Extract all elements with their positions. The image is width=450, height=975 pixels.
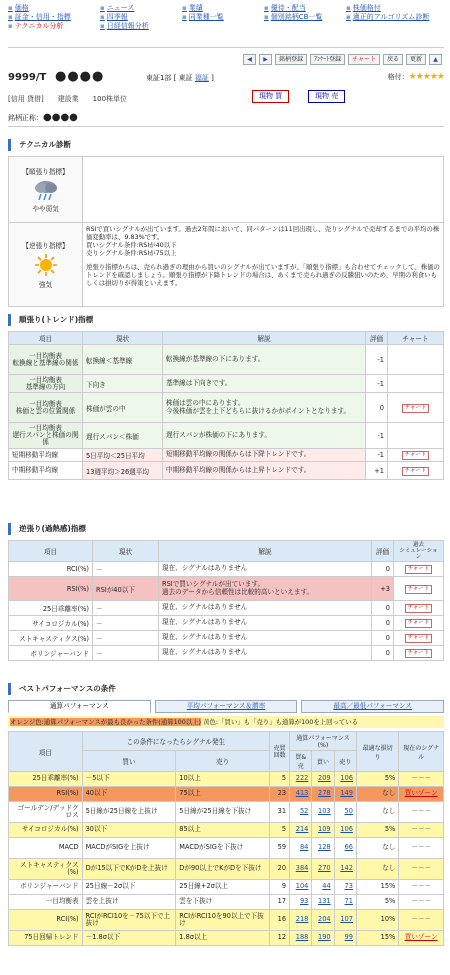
table-row — [9, 631, 444, 646]
best-loss: 5% — [356, 823, 398, 838]
best-count: 12 — [269, 931, 289, 946]
contra-advice: 逆張り指標からは、売られ過ぎの理由から買いのシグナルが出ていますが、「順張り指標」も合わせてチェックして、株価のトレンドを確認しましょう。順張り指標が下降トレンドの場合は、あくまで売られ過ぎの反騰狙いのため、早期の利食いもしくは損切りが得策といえます。 — [86, 263, 440, 287]
best-sell-cond: 75以上 — [176, 787, 270, 802]
best-buy-cond: RCIがRCI10を－75以下で上抜け — [82, 910, 176, 931]
best-sell-cond: 25日線+2σ以上 — [176, 880, 270, 895]
contra-item: RSI(%) — [9, 577, 93, 601]
table-row — [9, 859, 444, 880]
best-count: 5 — [269, 772, 289, 787]
best-buy-cond: Dが15以下でKがDを上抜け — [82, 859, 176, 880]
best-total[interactable]: 84 — [290, 838, 312, 859]
trend-chart-cell — [388, 449, 444, 462]
table-row — [9, 375, 444, 393]
trend-item: 一目均衡表 株価と雲の位置関係 — [9, 393, 83, 423]
chart-button[interactable]: チャート — [348, 54, 380, 65]
nav-shikiho[interactable]: ▪ 四季報 — [100, 13, 149, 22]
best-total[interactable]: 222 — [290, 772, 312, 787]
brand-mask: ●●●● — [43, 112, 78, 123]
tech-section-title: テクニカル診断 — [8, 139, 444, 151]
rating-label: 格付： — [387, 73, 409, 81]
nav-col-3 — [182, 4, 224, 22]
trend-score: -1 — [366, 345, 388, 375]
best-sell-cond: 1.8σ以上 — [176, 931, 270, 946]
contra-status: 強気 — [38, 281, 53, 289]
best-loss: 15% — [356, 880, 398, 895]
trend-chart-cell — [388, 375, 444, 393]
best-sell[interactable]: 106 — [334, 823, 356, 838]
col-header: 過去 シミュレーション — [394, 541, 444, 562]
trend-item: 一目均衡表 基準線の方向 — [9, 375, 83, 393]
best-buy[interactable]: 128 — [312, 838, 334, 859]
best-buy[interactable]: 109 — [312, 823, 334, 838]
trend-status: 下向き — [83, 375, 163, 393]
nav-col-4 — [264, 4, 322, 22]
sell-button[interactable]: 現物 売 — [308, 90, 345, 103]
best-item: 25日乖離率(%) — [9, 772, 83, 787]
col-header: 売り — [176, 751, 270, 772]
contra-chart-cell — [394, 601, 444, 616]
chart-button[interactable]: チャート — [402, 451, 430, 460]
table-row — [9, 838, 444, 859]
contra-item: ボリンジャーバンド — [9, 646, 93, 661]
best-total[interactable]: 214 — [290, 823, 312, 838]
trend-chart-cell — [388, 423, 444, 449]
trend-status: 13週平均＞26週平均 — [83, 462, 163, 480]
trend-table — [8, 331, 444, 480]
rating-stars: ★★★★★ — [408, 72, 444, 82]
best-sell-cond: MACDがSIGを下抜け — [176, 838, 270, 859]
next-button[interactable]: ▶ — [259, 54, 272, 65]
col-header: 項目 — [9, 541, 93, 562]
trend-desc: 中期移動平均線の関係からは上昇トレンドです。 — [163, 462, 366, 480]
best-total[interactable]: 104 — [290, 880, 312, 895]
tech-diagnosis-table — [8, 156, 444, 307]
table-row — [9, 646, 444, 661]
table-row — [9, 616, 444, 631]
chart-button[interactable]: チャート — [405, 619, 433, 628]
market-link[interactable]: 福証 — [194, 74, 209, 82]
contra-desc: 現在、シグナルはありません — [159, 601, 372, 616]
trend-status: 株価が雲の中 — [83, 393, 163, 423]
rain-cloud-icon — [33, 179, 59, 201]
col-header: この条件になったらシグナル発生 — [82, 732, 269, 751]
contra-item: 25日乖離率(%) — [9, 601, 93, 616]
best-buy-cond: 30以下 — [82, 823, 176, 838]
best-buy[interactable]: 270 — [312, 859, 334, 880]
contra-score: 0 — [372, 646, 394, 661]
chart-button[interactable]: チャート — [405, 604, 433, 613]
brand-label: 銘柄正称： — [8, 114, 43, 122]
best-item: ゴールデン/デッドクロス — [9, 802, 83, 823]
tab-average[interactable]: 平均パフォーマンス＆勝率 — [155, 700, 298, 713]
col-header: 解説 — [163, 332, 366, 345]
trend-desc: 遅行スパンが株価の下にあります。 — [163, 423, 366, 449]
best-sell[interactable]: 71 — [334, 895, 356, 910]
tab-maxmin[interactable]: 最高／最低パフォーマンス — [301, 700, 444, 713]
best-count: 20 — [269, 859, 289, 880]
market-info — [146, 73, 214, 83]
nav-algo[interactable]: ▪ 適正的アルゴリズム診断 — [346, 13, 429, 22]
trend-score: 0 — [366, 393, 388, 423]
stock-code: 9999/T — [8, 72, 47, 83]
best-sell-cond: 雲を下抜け — [176, 895, 270, 910]
best-buy[interactable]: 209 — [312, 772, 334, 787]
best-loss: なし — [356, 802, 398, 823]
contra-chart-cell — [394, 631, 444, 646]
contra-text: RSIで買いシグナルが出ています。過去2年間において、同パターンは11回出現し、売りシグナルで売却するまでの平均の株価変動率は、9.83%です。 — [86, 225, 440, 241]
chart-button[interactable]: チャート — [402, 467, 430, 476]
best-current: －－－ — [399, 838, 444, 859]
best-total[interactable]: 93 — [290, 895, 312, 910]
best-buy-cond: 25日線－2σ以下 — [82, 880, 176, 895]
legend-orange: オレンジ色:通算パフォーマンスが最も良かった条件(通算100以上) — [10, 718, 202, 726]
best-total[interactable]: 218 — [290, 910, 312, 931]
contra-comment — [83, 223, 444, 307]
best-item: RCI(%) — [9, 910, 83, 931]
chart-button[interactable]: チャート — [405, 565, 433, 574]
trend-item: 中期移動平均線 — [9, 462, 83, 480]
back-button[interactable]: 戻る — [383, 54, 403, 65]
trend-score: +1 — [366, 462, 388, 480]
best-current: －－－ — [399, 823, 444, 838]
trend-section-title: 順張り(トレンド)指標 — [8, 314, 444, 326]
best-buy-cond: 40以下 — [82, 787, 176, 802]
table-row — [9, 423, 444, 449]
rating — [388, 72, 444, 82]
best-item: サイコロジカル(%) — [9, 823, 83, 838]
contra-table — [8, 540, 444, 661]
contra-status: － — [93, 616, 159, 631]
trend-cell — [9, 157, 83, 223]
legend-yellow: 黄色:「買い」も「売り」も通算が100を上回っている — [203, 718, 359, 726]
table-row — [9, 910, 444, 931]
best-buy[interactable]: 278 — [312, 787, 334, 802]
contra-desc: 現在、シグナルはありません — [159, 631, 372, 646]
best-total[interactable]: 52 — [290, 802, 312, 823]
contra-chart-cell — [394, 616, 444, 631]
trend-status: やや弱気 — [32, 205, 59, 213]
best-buy[interactable]: 44 — [312, 880, 334, 895]
prev-button[interactable]: ◀ — [243, 54, 256, 65]
nav-price[interactable]: ▪ 価格 — [8, 4, 71, 13]
best-current: －－－ — [399, 895, 444, 910]
best-sell[interactable]: 50 — [334, 802, 356, 823]
contra-buy-condition: 買いシグナル条件:RSIが40以下 — [86, 241, 177, 249]
trend-status: 5日平均＜25日平均 — [83, 449, 163, 462]
best-loss: 5% — [356, 895, 398, 910]
trend-desc: 短期移動平均線の関係からは下降トレンドです。 — [163, 449, 366, 462]
trend-chart-cell — [388, 462, 444, 480]
col-header: 現在のシグナル — [399, 732, 444, 772]
table-row — [9, 823, 444, 838]
col-header: 最適な損切り — [356, 732, 398, 772]
best-buy-cond: －5以下 — [82, 772, 176, 787]
performance-tabs — [8, 700, 444, 713]
best-loss: なし — [356, 859, 398, 880]
chart-button[interactable]: チャート — [405, 634, 433, 643]
col-header: 通算パフォーマンス(%) — [290, 732, 357, 751]
col-header: 買い — [82, 751, 176, 772]
trend-status: 転換線＜基準線 — [83, 345, 163, 375]
nav-industry[interactable]: ▪ 同業種一覧 — [182, 13, 224, 22]
best-sell[interactable]: 107 — [334, 910, 356, 931]
chart-button[interactable]: チャート — [405, 649, 433, 658]
contra-chart-cell — [394, 577, 444, 601]
col-header: 売買回数 — [269, 732, 289, 772]
col-header: 項目 — [9, 732, 83, 772]
contra-score: 0 — [372, 562, 394, 577]
best-count: 17 — [269, 895, 289, 910]
best-loss: なし — [356, 787, 398, 802]
best-sell-cond: 85以上 — [176, 823, 270, 838]
toolbar — [243, 54, 442, 65]
nav-cb[interactable]: ▪ 個別銘柄CB一覧 — [264, 13, 322, 22]
best-item: ストキャスティクス(%) — [9, 859, 83, 880]
best-loss: 15% — [356, 931, 398, 946]
trend-item: 一目均衡表 転換線と基準線の関係 — [9, 345, 83, 375]
stock-info: [信用 貸借] 建設業 100株単位 — [8, 95, 128, 103]
best-item: 75日回帰トレンド — [9, 931, 83, 946]
nav-nikkei[interactable]: ▪ 日経信報分析 — [100, 22, 149, 31]
chart-button[interactable]: チャート — [402, 404, 430, 413]
sun-icon — [33, 253, 59, 277]
best-buy-cond: －1.8σ以下 — [82, 931, 176, 946]
best-current: －－－ — [399, 772, 444, 787]
contra-item: RCI(%) — [9, 562, 93, 577]
best-total[interactable]: 188 — [290, 931, 312, 946]
chart-button[interactable]: チャート — [405, 585, 433, 594]
contra-cell — [9, 223, 83, 307]
col-header: 現状 — [93, 541, 159, 562]
survey-button[interactable]: ｱﾝｹｰﾄ登録 — [310, 54, 345, 65]
trend-score: -1 — [366, 375, 388, 393]
trend-chart-cell — [388, 393, 444, 423]
best-sell-cond: Dが90以上でKがDを下抜け — [176, 859, 270, 880]
buy-button[interactable]: 現物 買 — [252, 90, 289, 103]
col-header: 評価 — [372, 541, 394, 562]
contra-score: 0 — [372, 601, 394, 616]
table-row — [9, 462, 444, 480]
nav-rating[interactable]: ▪ 株価格付 — [346, 4, 429, 13]
contra-score: 0 — [372, 616, 394, 631]
trend-chart-cell — [388, 345, 444, 375]
divider — [8, 126, 444, 127]
best-sell[interactable]: 66 — [334, 838, 356, 859]
contra-desc: 現在、シグナルはありません — [159, 562, 372, 577]
trend-desc: 基準線は下向きです。 — [163, 375, 366, 393]
best-sell[interactable]: 106 — [334, 772, 356, 787]
contra-sell-condition: 売りシグナル条件:RSIが75以上 — [86, 249, 177, 257]
col-header: 解説 — [159, 541, 372, 562]
best-item: 一目均衡表 — [9, 895, 83, 910]
best-count: 59 — [269, 838, 289, 859]
col-header: 評価 — [366, 332, 388, 345]
legend — [8, 716, 444, 728]
best-sell[interactable]: 73 — [334, 880, 356, 895]
best-current: －－－ — [399, 910, 444, 931]
table-row — [9, 345, 444, 375]
best-sell-cond: 10以上 — [176, 772, 270, 787]
table-row — [9, 562, 444, 577]
best-loss: なし — [356, 838, 398, 859]
nav-dividend[interactable]: ▪ 優待・配当 — [264, 4, 322, 13]
contra-chart-cell — [394, 562, 444, 577]
table-row — [9, 895, 444, 910]
table-row — [9, 931, 444, 946]
nav-news[interactable]: ▪ ニュース — [100, 4, 149, 13]
best-buy-cond: MACDがSIGを上抜け — [82, 838, 176, 859]
best-section-title: ベストパフォーマンスの条件 — [8, 683, 444, 695]
divider — [8, 47, 444, 48]
nav-technical[interactable]: ▪ テクニカル分析 — [8, 22, 71, 31]
stock-header — [8, 70, 444, 134]
best-sell[interactable]: 99 — [334, 931, 356, 946]
nav-col-5 — [346, 4, 429, 22]
trend-desc: 株価は雲の中にあります。 今後株価が雲を上下どちらに抜けるかがポイントとなります。 — [163, 393, 366, 423]
best-count: 16 — [269, 910, 289, 931]
col-header: 売り — [334, 751, 356, 772]
best-buy[interactable]: 131 — [312, 895, 334, 910]
best-loss: 5% — [356, 772, 398, 787]
trend-score: -1 — [366, 423, 388, 449]
portfolio-button[interactable]: 銘柄登録 — [275, 54, 307, 65]
contra-label: 【逆張り指標】 — [22, 242, 69, 250]
best-item: MACD — [9, 838, 83, 859]
best-count: 23 — [269, 787, 289, 802]
best-table — [8, 731, 444, 946]
best-current: －－－ — [399, 880, 444, 895]
trend-item: 一目均衡表 遅行スパンと株価の関係 — [9, 423, 83, 449]
best-current: －－－ — [399, 859, 444, 880]
tab-total[interactable]: 通算パフォーマンス — [8, 700, 151, 713]
contra-desc: 現在、シグナルはありません — [159, 616, 372, 631]
col-header: 現状 — [83, 332, 163, 345]
brand-name — [8, 112, 78, 123]
contra-chart-cell — [394, 646, 444, 661]
stock-name: ●●●● — [55, 69, 105, 84]
nav-earnings[interactable]: ▪ 業績 — [182, 4, 224, 13]
best-total[interactable]: 384 — [290, 859, 312, 880]
trend-score: -1 — [366, 449, 388, 462]
best-current[interactable]: 買いゾーン — [399, 787, 444, 802]
table-row — [9, 449, 444, 462]
best-sell-cond: 5日線が25日線を下抜け — [176, 802, 270, 823]
best-total[interactable]: 413 — [290, 787, 312, 802]
contra-item: ストキャスティクス(%) — [9, 631, 93, 646]
trend-status: 遅行スパン＜株価 — [83, 423, 163, 449]
table-row — [9, 393, 444, 423]
contra-status: － — [93, 646, 159, 661]
best-buy[interactable]: 190 — [312, 931, 334, 946]
table-row — [9, 802, 444, 823]
table-row — [9, 880, 444, 895]
contra-status: － — [93, 601, 159, 616]
best-count: 9 — [269, 880, 289, 895]
table-row — [9, 577, 444, 601]
best-item: ボリンジャーバンド — [9, 880, 83, 895]
best-loss: 10% — [356, 910, 398, 931]
col-header: 項目 — [9, 332, 83, 345]
best-sell[interactable]: 149 — [334, 787, 356, 802]
best-current[interactable]: 買いゾーン — [399, 931, 444, 946]
table-row — [9, 787, 444, 802]
table-row — [9, 601, 444, 616]
trend-comment — [83, 157, 444, 223]
contra-desc: 現在、シグナルはありません — [159, 646, 372, 661]
contra-status: － — [93, 562, 159, 577]
trend-item: 短期移動平均線 — [9, 449, 83, 462]
best-count: 5 — [269, 823, 289, 838]
refresh-button[interactable]: 更新 — [406, 54, 426, 65]
best-buy-cond: 雲を上抜け — [82, 895, 176, 910]
contra-section-title: 逆張り(過熱感)指標 — [8, 523, 444, 535]
contra-item: サイコロジカル(%) — [9, 616, 93, 631]
col-header: 買い — [312, 751, 334, 772]
best-buy-cond: 5日線が25日線を上抜け — [82, 802, 176, 823]
scroll-top-button[interactable]: ▲ — [429, 54, 442, 65]
best-sell[interactable]: 142 — [334, 859, 356, 880]
contra-score: 0 — [372, 631, 394, 646]
best-buy[interactable]: 103 — [312, 802, 334, 823]
best-sell-cond: RCIがRCI10を90以上で下抜け — [176, 910, 270, 931]
contra-status: RSIが40以下 — [93, 577, 159, 601]
nav-col-2 — [100, 4, 149, 31]
best-item: RSI(%) — [9, 787, 83, 802]
table-row — [9, 772, 444, 787]
market-label: 東証1部 [ 東証 — [146, 74, 193, 82]
market-bracket: ] — [211, 74, 214, 82]
trend-desc: 転換線が基準線の下にあります。 — [163, 345, 366, 375]
nav-col-1 — [8, 4, 71, 31]
contra-desc: RSIで買いシグナルが出ています。 過去のデータから信頼性は比較的高いといえます。 — [159, 577, 372, 601]
best-count: 31 — [269, 802, 289, 823]
best-current: －－－ — [399, 802, 444, 823]
nav-margin[interactable]: ▪ 証金・信用・指標 — [8, 13, 71, 22]
col-header: チャート — [388, 332, 444, 345]
col-header: 買&売 — [290, 751, 312, 772]
trend-label: 【順張り指標】 — [22, 168, 69, 176]
best-buy[interactable]: 204 — [312, 910, 334, 931]
contra-status: － — [93, 631, 159, 646]
contra-score: +3 — [372, 577, 394, 601]
